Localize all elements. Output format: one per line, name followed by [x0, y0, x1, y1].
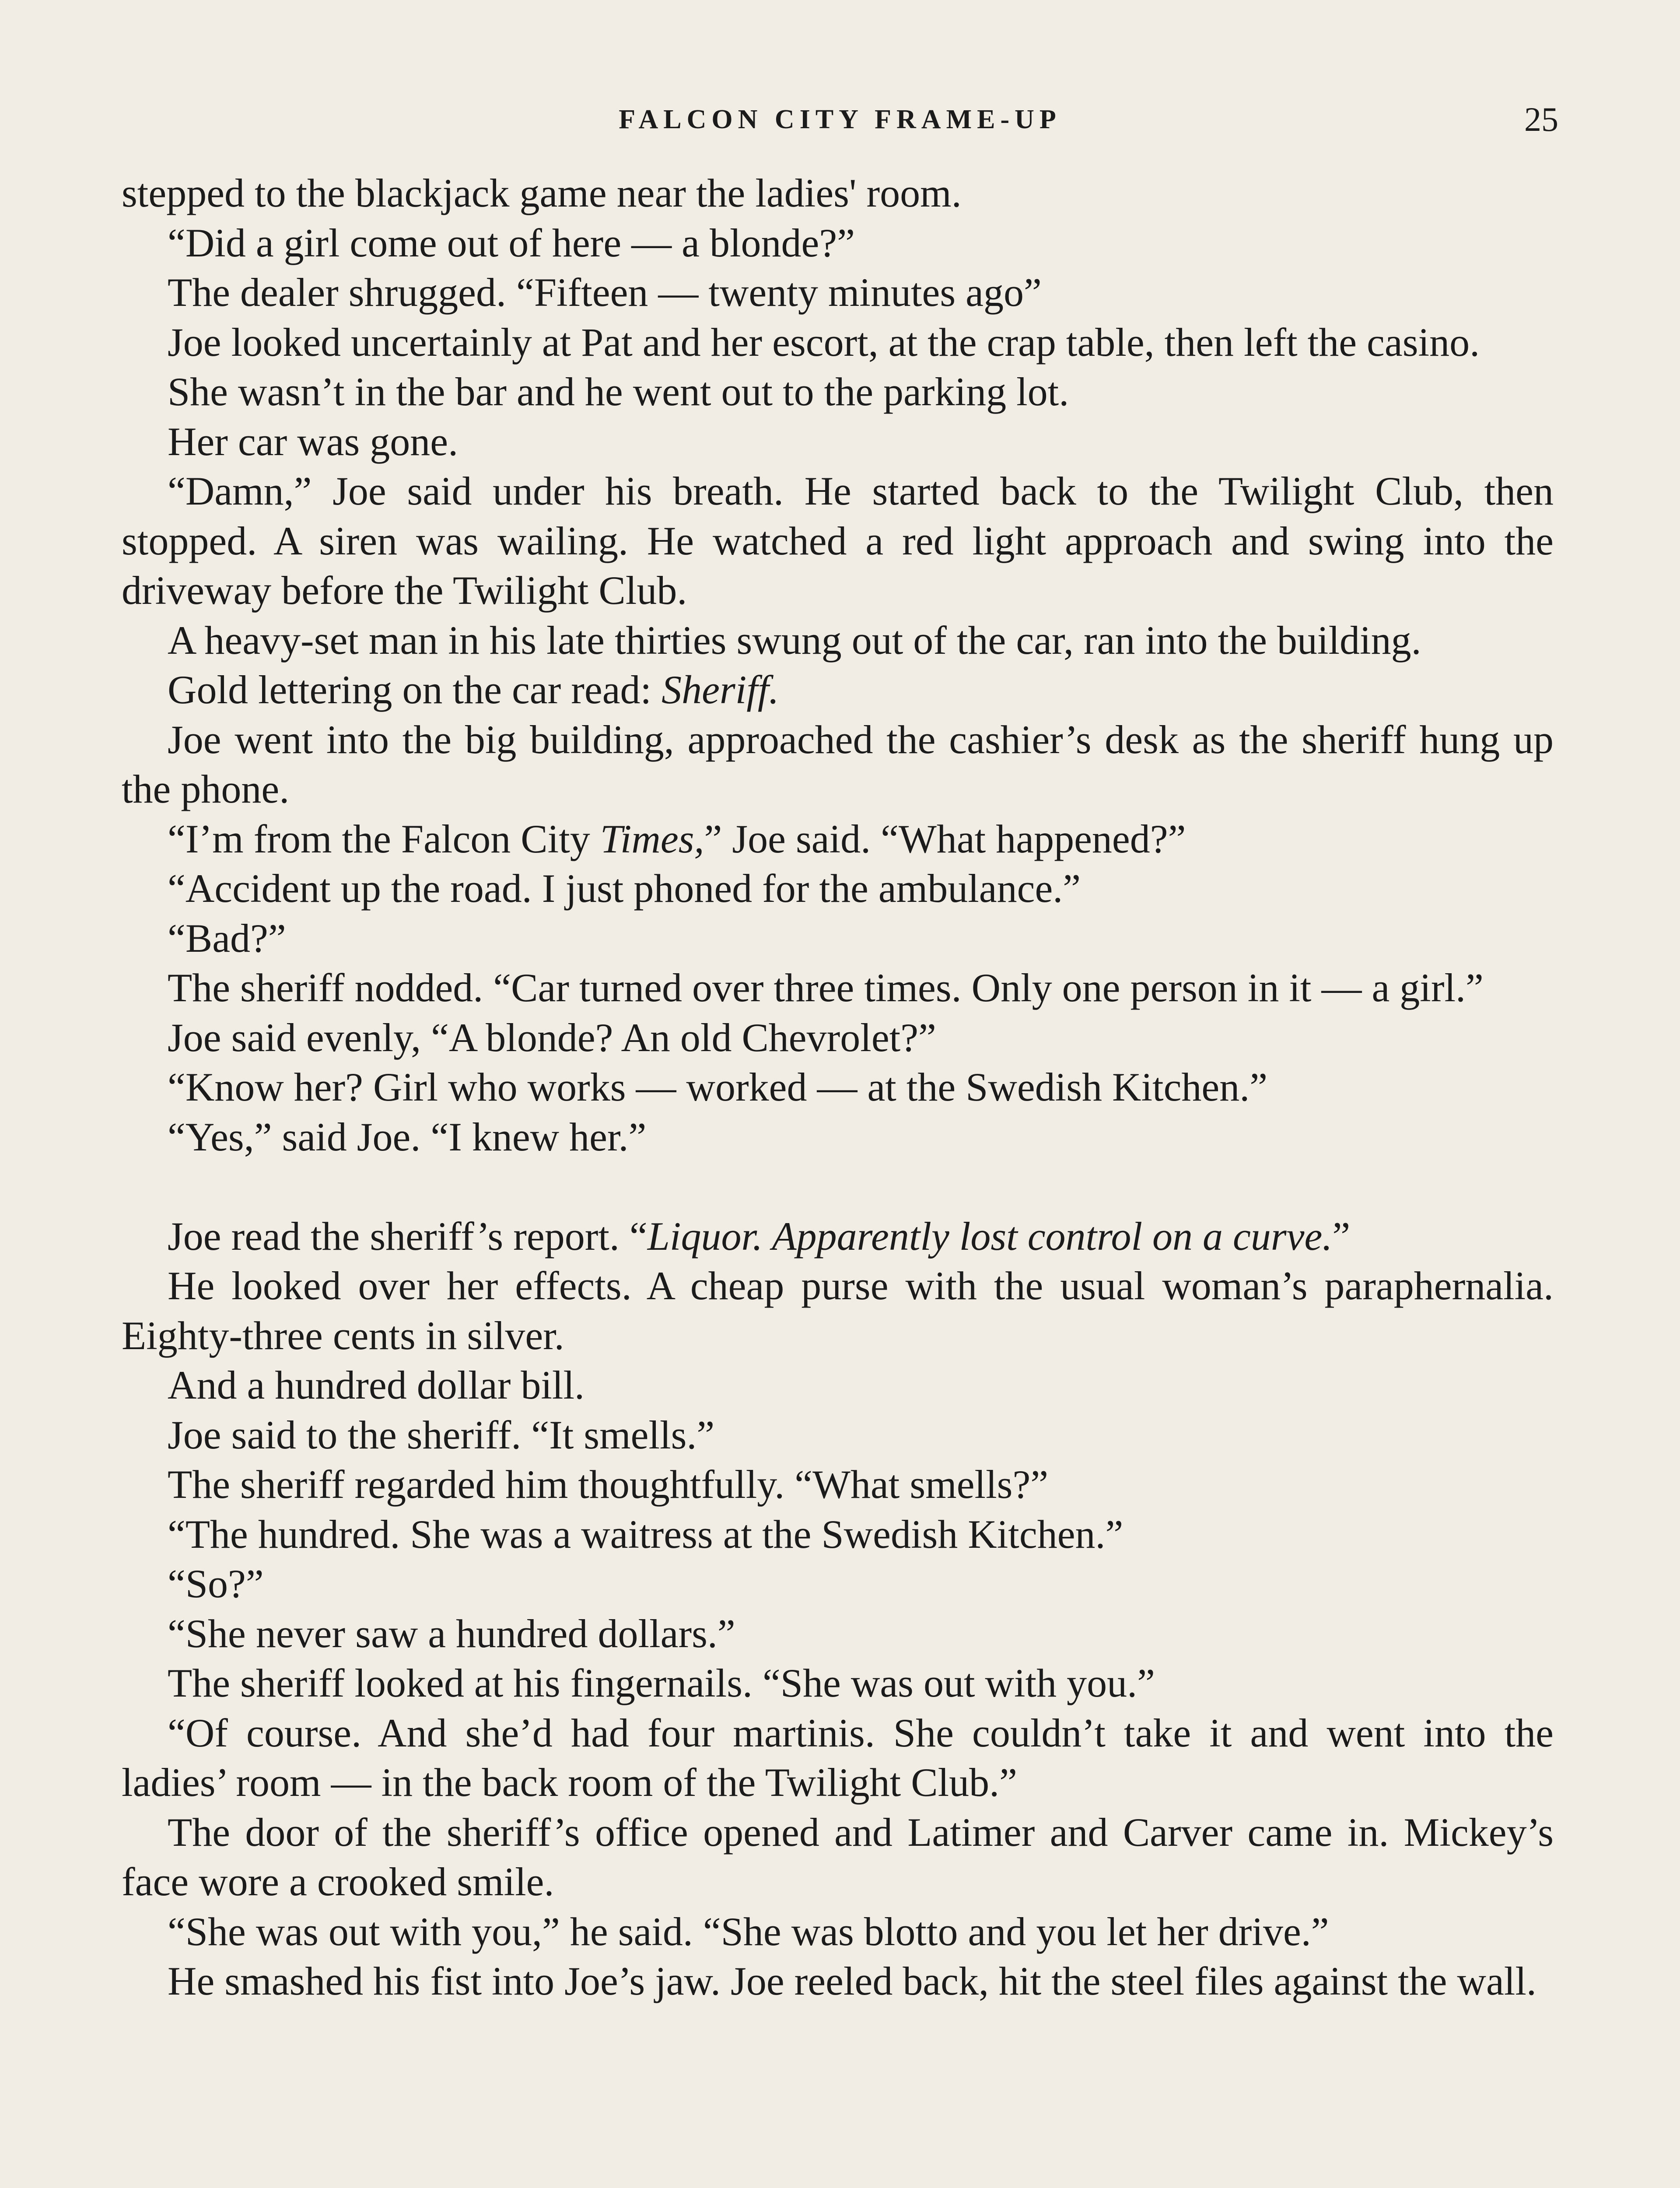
- paragraph-text: ”: [1332, 1213, 1351, 1259]
- paragraph: “Yes,” said Joe. “I knew her.”: [168, 1114, 647, 1159]
- paragraph: And a hundred dollar bill.: [168, 1363, 585, 1407]
- paragraph: A heavy-set man in his late thirties swung out of the car, ran into the building.: [168, 617, 1421, 663]
- paragraph: “The hundred. She was a waitress at the Swedish Kitchen.”: [168, 1511, 1124, 1557]
- paragraph: “Of course. And she’d had four martinis. She couldn’t take it and went into the ladies’ room — in the back room of the Twilight Club.”: [122, 1710, 1554, 1805]
- paragraph: The dealer shrugged. “Fifteen — twenty minutes ago”: [168, 270, 1042, 315]
- paragraph: “So?”: [168, 1561, 264, 1606]
- paragraph: Joe went into the big building, approached the cashier’s desk as the sheriff hung up the phone.: [122, 717, 1554, 811]
- paragraph: “She never saw a hundred dollars.”: [168, 1611, 735, 1656]
- page-number: 25: [1524, 100, 1558, 138]
- paragraph: Her car was gone.: [168, 419, 458, 464]
- paragraph: “Damn,” Joe said under his breath. He started back to the Twilight Club, then stopped. A siren was wailing. He watched a red light approach and swing into the driveway before the Twilight Club.: [122, 469, 1554, 613]
- paragraph: “Accident up the road. I just phoned for the ambulance.”: [168, 866, 1081, 911]
- italic-text: Sheriff.: [662, 667, 779, 712]
- paragraph: “Did a girl come out of here — a blonde?”: [168, 220, 855, 265]
- running-title: FALCON CITY FRAME-UP: [619, 105, 1061, 134]
- paragraph: [122, 814, 1554, 864]
- story-text: [122, 168, 1554, 2006]
- paragraph-text: “I’m from the Falcon City: [168, 816, 600, 861]
- paragraph: He smashed his fist into Joe’s jaw. Joe reeled back, hit the steel files against the wall.: [168, 1959, 1536, 2003]
- italic-text: Liquor. Apparently lost control on a curve.: [647, 1213, 1333, 1259]
- italic-text: Times,: [600, 816, 704, 861]
- paragraph-text: Gold lettering on the car read:: [168, 667, 662, 712]
- paragraph: [122, 1212, 1554, 1262]
- paragraph: stepped to the blackjack game near the ladies' room.: [122, 171, 962, 215]
- paragraph: “She was out with you,” he said. “She was blotto and you let her drive.”: [168, 1909, 1329, 1954]
- paragraph: The sheriff looked at his fingernails. “She was out with you.”: [168, 1661, 1155, 1705]
- paragraph: “Bad?”: [168, 915, 286, 961]
- paragraph: [122, 665, 1554, 715]
- paragraph: The sheriff regarded him thoughtfully. “What smells?”: [168, 1462, 1049, 1507]
- paragraph: Joe said to the sheriff. “It smells.”: [168, 1412, 715, 1457]
- paragraph-text: Joe read the sheriff’s report. “: [168, 1213, 648, 1259]
- paragraph-text: ” Joe said. “What happened?”: [704, 816, 1186, 861]
- paragraph: “Know her? Girl who works — worked — at the Swedish Kitchen.”: [168, 1065, 1268, 1109]
- paragraph: The sheriff nodded. “Car turned over three times. Only one person in it — a girl.”: [168, 965, 1484, 1010]
- paragraph: Joe looked uncertainly at Pat and her escort, at the crap table, then left the casino.: [168, 319, 1480, 365]
- paragraph: He looked over her effects. A cheap purse with the usual woman’s paraphernalia. Eighty-three cents in silver.: [122, 1263, 1554, 1358]
- paragraph: She wasn’t in the bar and he went out to the parking lot.: [168, 369, 1069, 414]
- paragraph: Joe said evenly, “A blonde? An old Chevrolet?”: [168, 1015, 936, 1060]
- paragraph: The door of the sheriff’s office opened and Latimer and Carver came in. Mickey’s face wore a crooked smile.: [122, 1809, 1554, 1904]
